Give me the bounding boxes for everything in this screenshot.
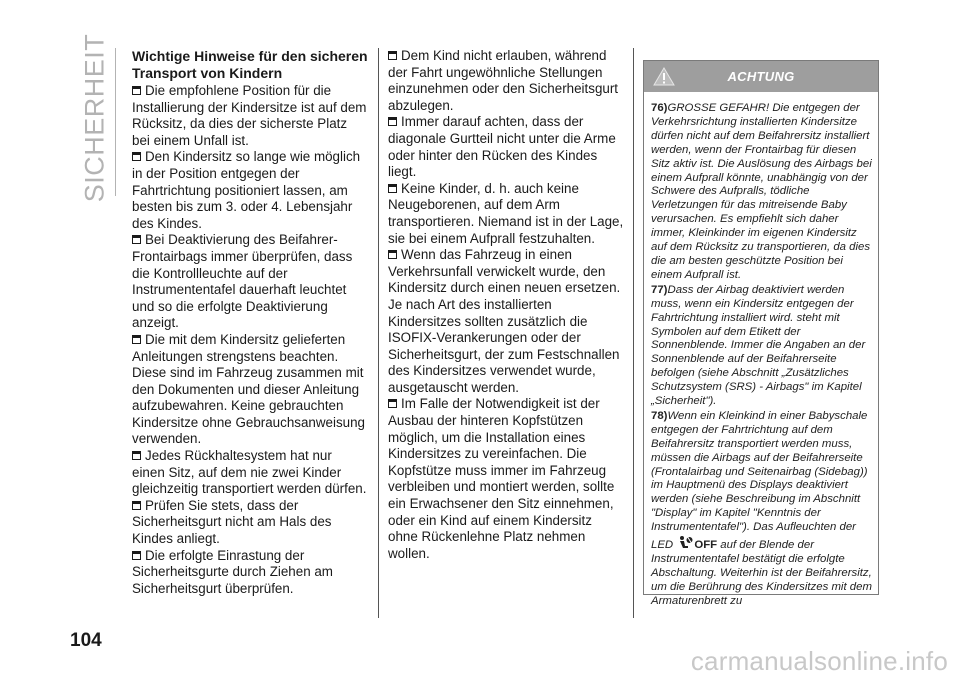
section-title-text: SICHERHEIT <box>79 33 110 203</box>
airbag-off-icon <box>677 535 693 551</box>
warning-item: 78)Wenn ein Kleinkind in einer Babyschale entgegen der Fahrtrichtung auf dem Beifahrersitz transportiert werden muss, müssen die Airbags auf der Beifahrerseite (Frontalairbag und Seitenairbag (Sidebag)) im Hauptmenü des Displays deaktiviert werden (siehe Beschreibung im Abschnitt "Display" im Kapitel "Kenntnis der Instrumententafel"). Das Aufleuchten der LED OFF auf der Blende der Instrumententafel bestätigt die erfolgte Abschaltung. Weiterhin ist der Beifahrersitz, um die Berührung des Kindersitzes mit dem Armaturenbrett zu <box>651 409 872 607</box>
bullet-icon <box>132 86 141 95</box>
section-heading: Wichtige Hinweise für den sicheren Transport von Kindern <box>132 48 368 81</box>
bullet-icon <box>132 451 141 460</box>
bullet-icon <box>388 117 397 126</box>
bullet-item: Dem Kind nicht erlauben, während der Fahrt ungewöhnliche Stellungen einzunehmen oder den Sicherheitsgurt abzulegen. <box>388 48 619 113</box>
led-off-label: OFF <box>694 539 718 552</box>
bullet-item: Die empfohlene Position für die Installierung der Kindersitze ist auf dem Rücksitz, da dies der sicherste Platz bei einem Unfall ist. <box>132 83 367 148</box>
warning-title: ACHTUNG <box>727 69 795 84</box>
bullet-icon <box>132 335 141 344</box>
bullet-item: Bei Deaktivierung des Beifahrer-Frontairbags immer überprüfen, dass die Kontrollleuchte auf der Instrumententafel dauerhaft leuchtet und so die erfolgte Deaktivierung anzeigt. <box>132 232 353 331</box>
warning-header <box>644 61 878 92</box>
bullet-icon <box>132 152 141 161</box>
bullet-item: Im Falle der Notwendigkeit ist der Ausbau der hinteren Kopfstützen möglich, um die Installation eines Kindersitzes zu vereinfachen. Die Kopfstütze muss immer im Fahrzeug verbleiben und montiert werden, sollte ein Erwachsener den Sitz einnehmen, oder ein Kind auf einem Kindersitz ohne Rückenlehne Platz nehmen wollen. <box>388 396 615 561</box>
bullet-icon <box>132 551 141 560</box>
bullet-item: Die erfolgte Einrastung der Sicherheitsgurte durch Ziehen am Sicherheitsgurt überprüfen. <box>132 547 333 596</box>
watermark: carmanualsonline.info <box>690 646 948 676</box>
column-divider <box>378 48 379 618</box>
section-side-title <box>79 33 110 203</box>
bullet-item: Keine Kinder, d. h. auch keine Neugeborenen, auf dem Arm transportieren. Niemand ist in der Lage, sie bei einem Aufprall festzuhalten. <box>388 180 624 246</box>
bullet-item: Die mit dem Kindersitz gelieferten Anleitungen strengstens beachten. Diese sind im Fahrzeug zusammen mit den Dokumenten und dieser Anleitung aufzubewahren. Keine gebrauchten Kindersitze ohne Gebrauchsanweisung verwenden. <box>132 331 365 447</box>
bullet-icon <box>388 399 397 408</box>
column-middle <box>388 48 624 562</box>
bullet-icon <box>388 184 397 193</box>
bullet-icon <box>132 501 141 510</box>
bullet-item: Prüfen Sie stets, dass der Sicherheitsgurt nicht am Hals des Kindes anliegt. <box>132 497 332 547</box>
column-left <box>132 48 368 597</box>
bullet-icon <box>388 250 397 259</box>
bullet-icon <box>132 235 141 244</box>
bullet-icon <box>388 51 397 60</box>
side-divider <box>115 48 116 196</box>
bullet-item: Immer darauf achten, dass der diagonale Gurtteil nicht unter die Arme oder hinter den Rücken des Kindes liegt. <box>388 114 616 180</box>
warning-body <box>644 92 878 609</box>
bullet-item: Den Kindersitz so lange wie möglich in der Position entgegen der Fahrtrichtung positioniert lassen, am besten bis zum 3. oder 4. Lebensjahr des Kindes. <box>132 149 361 231</box>
warning-item: 76)GROSSE GEFAHR! Die entgegen der Verkehrsrichtung installierten Kindersitze dürfen nicht auf dem Beifahrersitz installiert werden, wenn der Frontairbag für diesen Sitz aktiv ist. Die Auslösung des Airbags bei einem Aufprall könnte, unabhängig von der Schwere des Aufpralls, tödliche Verletzungen für das mitreisende Baby verursachen. Es empfiehlt sich daher immer, Kleinkinder im eigenen Kindersitz auf dem Rücksitz zu transportieren, da dies die am besten geschützte Position bei einem Aufprall ist. <box>651 102 872 281</box>
warning-item: 77)Dass der Airbag deaktiviert werden muss, wenn ein Kindersitz entgegen der Fahrtrichtung installiert wird. steht mit Symbolen auf dem Etikett der Sonnenblende. Immer die Angaben an der Sonnenblende auf der Beifahrerseite befolgen (siehe Abschnitt „Zusätzliches Schutzsystem (SRS) - Airbags" im Kapitel „Sicherheit"). <box>651 283 866 408</box>
bullet-item: Jedes Rückhaltesystem hat nur einen Sitz, auf dem nie zwei Kinder gleichzeitig transportiert werden dürfen. <box>132 448 367 497</box>
warning-box <box>643 60 879 607</box>
page-number: 104 <box>70 630 102 651</box>
column-divider <box>633 48 634 618</box>
bullet-item: Wenn das Fahrzeug in einen Verkehrsunfall verwickelt wurde, den Kindersitz durch einen neuen ersetzen. Je nach Art des installierten Kindersitzes sollten zusätzlich die ISOFIX-Verankerungen oder der Sicherheitsgurt, der zum Festschnallen des Kindersitzes verwendet wurde, ausgetauscht werden. <box>388 247 621 395</box>
